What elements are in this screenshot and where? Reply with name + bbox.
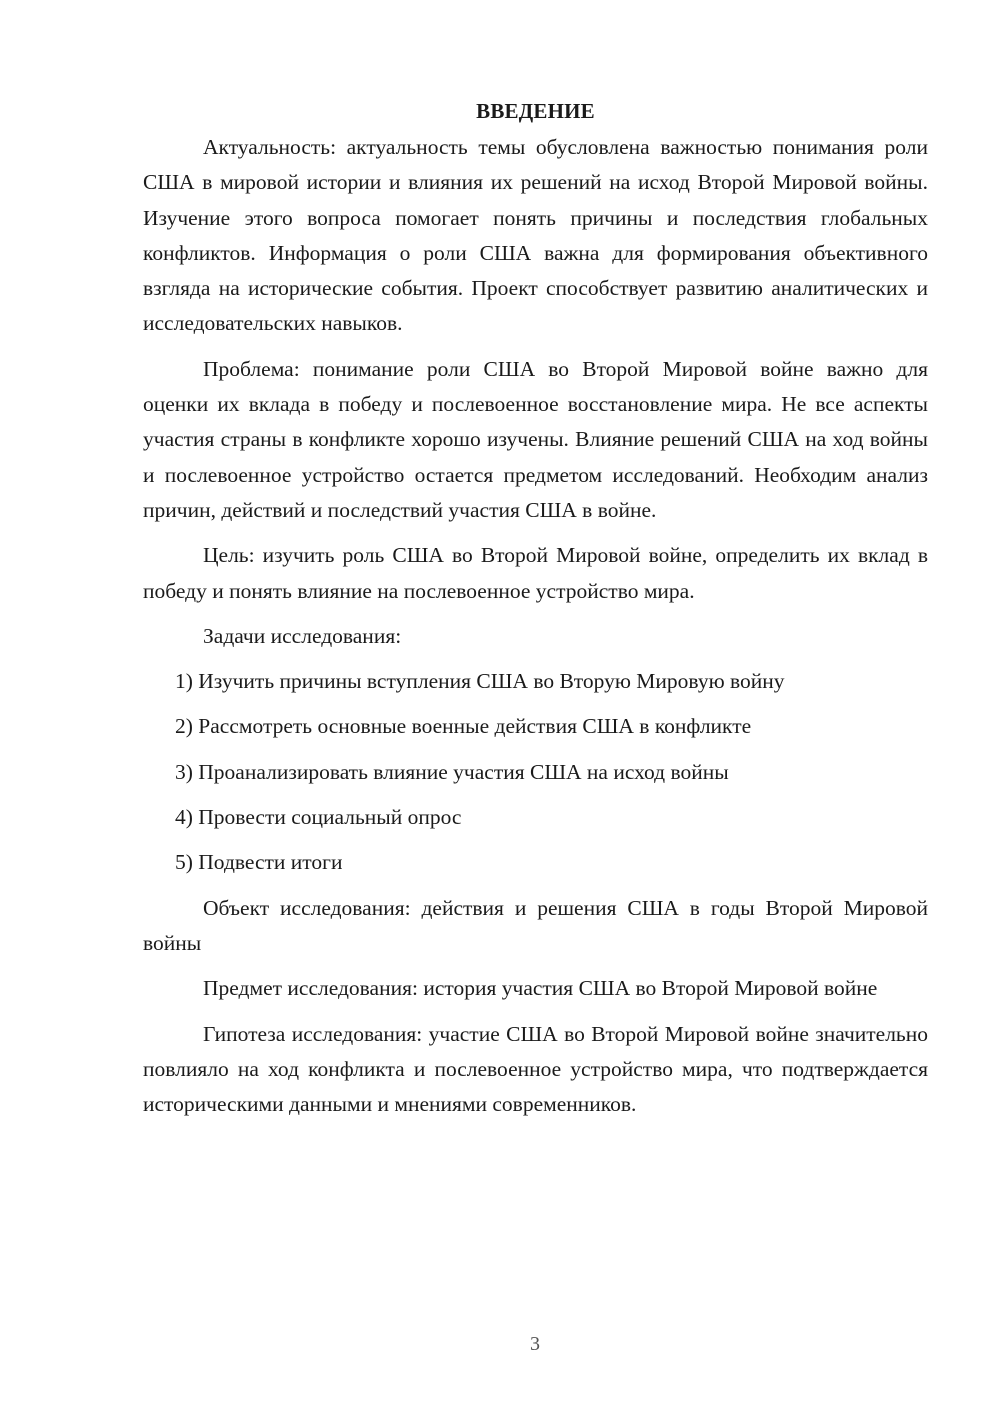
tasks-list	[143, 664, 928, 880]
object-paragraph: Объект исследования: действия и решения США в годы Второй Мировой войны	[143, 895, 928, 955]
hypothesis-paragraph: Гипотеза исследования: участие США во Второй Мировой войне значительно повлияло на ход конфликта и послевоенное устройство мира, что подтверждается историческими данными и мнениями современников.	[143, 1021, 928, 1117]
problem-paragraph: Проблема: понимание роли США во Второй Мировой войне важно для оценки их вклада в победу и послевоенное восстановление мира. Не все аспекты участия страны в конфликте хорошо изучены. Влияние решений США на ход войны и послевоенное устройство остается предметом исследований. Необходим анализ причин, действий и последствий участия США в войне.	[143, 356, 928, 522]
task-item-5: 5) Подвести итоги	[175, 850, 343, 875]
task-item-4: 4) Провести социальный опрос	[175, 805, 462, 830]
page-number: 3	[530, 1333, 540, 1355]
task-item-3: 3) Проанализировать влияние участия США на исход войны	[175, 759, 729, 784]
task-item-2: 2) Рассмотреть основные военные действия США в конфликте	[175, 714, 752, 739]
goal-paragraph: Цель: изучить роль США во Второй Мировой войне, определить их вклад в победу и понять влияние на послевоенное устройство мира.	[143, 543, 928, 603]
relevance-paragraph: Актуальность: актуальность темы обусловлена важностью понимания роли США в мировой истории и влияния их решений на исход Второй Мировой войны. Изучение этого вопроса помогает понять причины и последствия глобальных конфликтов. Информация о роли США важна для формирования объективного взгляда на исторические события. Проект способствует развитию аналитических и исследовательских навыков.	[143, 135, 928, 336]
tasks-heading: Задачи исследования:	[203, 623, 402, 648]
page-title: ВВЕДЕНИЕ	[476, 99, 595, 123]
task-item-1: 1) Изучить причины вступления США во Вторую Мировую войну	[175, 669, 785, 694]
document-page	[143, 96, 928, 1132]
subject-paragraph: Предмет исследования: история участия США во Второй Мировой войне	[203, 976, 878, 1001]
